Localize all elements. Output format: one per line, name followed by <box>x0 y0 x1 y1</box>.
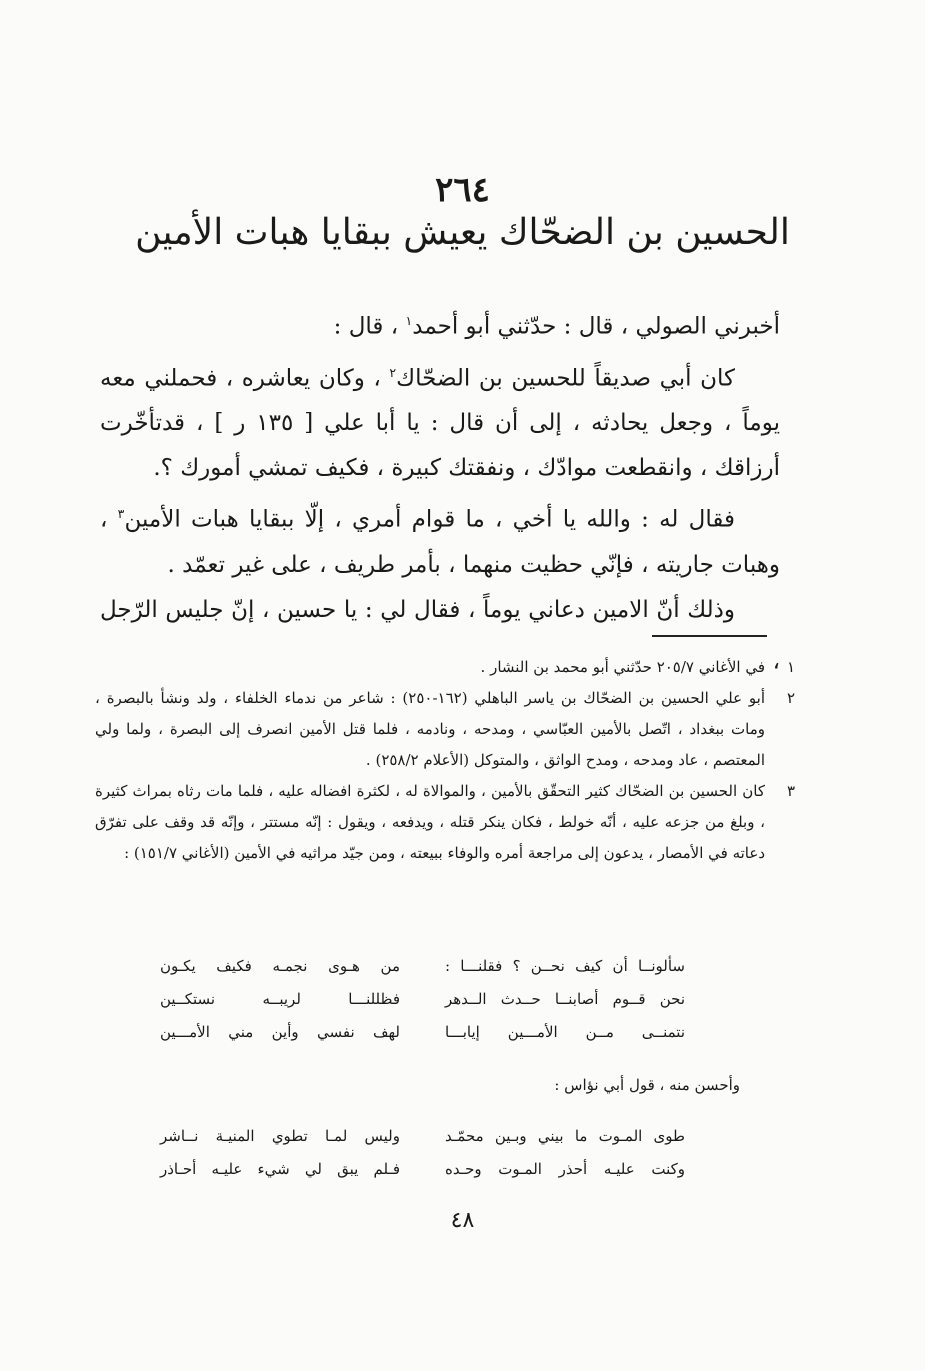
prose-line: وأحسن منه ، قول أبي نؤاس : <box>554 1076 740 1094</box>
verse <box>160 1120 685 1153</box>
paragraph: أخبرني الصولي ، قال : حدّثني أبو أحمد$^١$ ، قال : <box>333 313 780 340</box>
verse-first-hemistich: طوى المـوت ما بيني وبـين محمّـد <box>445 1127 685 1145</box>
footnote-text: كان الحسين بن الضحّاك كثير التحقّق بالأمين ، والموالاة له ، لكثرة افضاله عليه ، فلما مات رثاه بمراث كثيرة ، وبلغ من جزعه عليه ، أنّه خولط ، فكان ينكر قتله ، ويدفعه ، ويقول : إنّه مستتر ، وإنّه قد وقف على تفرّق دعاته في الأمصار ، يدعون إلى مراجعة أمره والوفاء ببيعته ، ومن جيّد مراثيه في الأمين (الأغاني ١٥١/٧) : <box>95 782 765 862</box>
verse <box>160 1153 685 1186</box>
verse-second-hemistich: وليس لمـا تطوي المنيـة نــاشر <box>160 1127 400 1145</box>
footnote-item <box>95 683 795 776</box>
footnote-item <box>95 652 795 683</box>
verse-second-hemistich: من هـوى نجمـه فكيف يكـون <box>160 957 400 975</box>
poem-first <box>160 950 685 1049</box>
verse-first-hemistich: سألونــا أن كيف نحــن ؟ فقلنـــا : <box>445 957 685 975</box>
page-number: ٤٨ <box>450 1208 475 1233</box>
main-text <box>100 298 780 685</box>
paragraph: وذلك أنّ الامين دعاني يوماً ، فقال لي : يا حسين ، إنّ جليس الرّجل ، <box>100 596 780 675</box>
verse <box>160 1016 685 1049</box>
paragraph: فقال له : والله يا أخي ، ما قوام أمري ، إلّا ببقايا هبات الأمين$^٣$ ، وهبات جاريته ، فإنّي حظيت منهما ، بأمر طريف ، على غير تعمّد . <box>100 506 780 578</box>
footnote-separator <box>652 635 767 637</box>
footnote-ref: ١ <box>405 313 413 328</box>
footnote-text: أبو علي الحسين بن الضحّاك بن ياسر الباهلي (١٦٢-٢٥٠) : شاعر من ندماء الخلفاء ، ولد ونشأ بالبصرة ، ومات ببغداد ، اتّصل بالأمين العبّاسي ، ومدحه ، ونادمه ، فلما قتل الأمين انصرف إلى البصرة ، ولما ولي المعتصم ، عاد ومدحه ، ومدح الواثق ، والمتوكل (الأعلام ٢٥٨/٢) . <box>95 689 766 769</box>
footnote-ref: ٢ <box>389 364 397 380</box>
verse <box>160 950 685 983</box>
footnote-number: ١ <box>786 658 795 676</box>
verse-second-hemistich: فظللنـــا لريبــه نستكــين <box>160 990 400 1008</box>
footnote-item <box>95 776 795 869</box>
chapter-title: الحسين بن الضحّاك يعيش ببقايا هبات الأمين <box>135 212 790 253</box>
footnotes <box>95 652 795 869</box>
verse-first-hemistich: نتمنــى مــن الأمـــين إيابـــا <box>445 1023 685 1041</box>
verse-first-hemistich: نحن قــوم أصابنــا حــدث الــدهر <box>445 990 685 1008</box>
verse-first-hemistich: وكنت عليـه أحذر المـوت وحـده <box>445 1160 685 1178</box>
verse-second-hemistich: فـلم يبق لي شيء عليـه أحـاذر <box>160 1160 400 1178</box>
footnote-number: ٣ <box>786 782 795 800</box>
paragraph: كان أبي صديقاً للحسين بن الضحّاك$^٢$ ، وكان يعاشره ، فحملني معه يوماً ، وجعل يحادثه ، إلى أن قال : يا أبا علي [ ١٣٥ ر ] ، قدتأخّرت أرزاقك ، وانقطعت موادّك ، ونفقتك كبيرة ، فكيف تمشي أمورك ؟. <box>100 364 780 482</box>
verse-second-hemistich: لهف نفسي وأين مني الأمـــين <box>160 1023 400 1041</box>
verse <box>160 983 685 1016</box>
chapter-number: ٢٦٤ <box>435 170 490 210</box>
poem-second <box>160 1120 685 1186</box>
footnote-text: في الأغاني ٢٠٥/٧ حدّثني أبو محمد بن النشار . <box>480 658 765 676</box>
footnote-number: ٢ <box>786 689 795 707</box>
footnote-ref: ٣ <box>117 506 125 522</box>
